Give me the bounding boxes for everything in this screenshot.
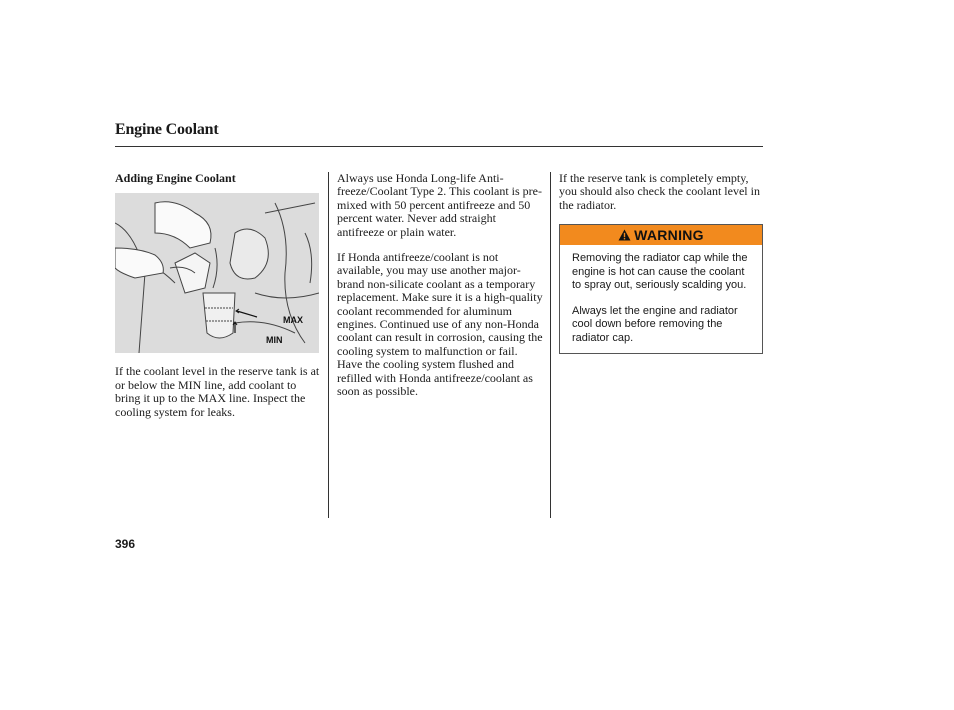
warning-box [559, 224, 763, 354]
body-paragraph: If Honda antifreeze/coolant is not available, you may use another major-brand non-silicate coolant as a temporary replacement. Make sure it is a high-quality coolant recommended for aluminum engines. Continued use of any non-Honda coolant can result in corrosion, causing the cooling system to malfunction or fail. Have the cooling system flushed and refilled with Honda antifreeze/coolant as soon as possible. [337, 250, 543, 399]
subheading: Adding Engine Coolant [115, 171, 236, 185]
warning-body [560, 245, 762, 353]
warning-text: Removing the radiator cap while the engine is hot can cause the coolant to spray out, seriously scalding you. [572, 252, 748, 291]
warning-label: WARNING [634, 226, 704, 243]
page-title: Engine Coolant [115, 121, 219, 138]
column-divider-2 [550, 172, 551, 518]
column-divider-1 [328, 172, 329, 518]
body-paragraph: If the reserve tank is completely empty, you should also check the coolant level in the radiator. [559, 171, 760, 212]
engine-bay-drawing [115, 193, 319, 353]
body-paragraph: If the coolant level in the reserve tank is at or below the MIN line, add coolant to bring it up to the MAX line. Inspect the cooling system for leaks. [115, 364, 320, 419]
column-2 [337, 172, 545, 411]
warning-text: Always let the engine and radiator cool down before removing the radiator cap. [572, 305, 738, 344]
warning-header [560, 225, 762, 245]
min-label: MIN [266, 335, 283, 346]
coolant-reserve-tank-illustration [115, 193, 319, 353]
column-1 [115, 172, 323, 431]
page-number: 396 [115, 537, 136, 551]
max-label: MAX [283, 315, 303, 326]
title-divider [115, 146, 763, 147]
warning-triangle-icon [618, 229, 631, 241]
body-paragraph: Always use Honda Long-life Anti-freeze/Coolant Type 2. This coolant is pre-mixed with 50 percent antifreeze and 50 percent water. Never add straight antifreeze or plain water. [337, 171, 542, 239]
column-3 [559, 172, 763, 354]
